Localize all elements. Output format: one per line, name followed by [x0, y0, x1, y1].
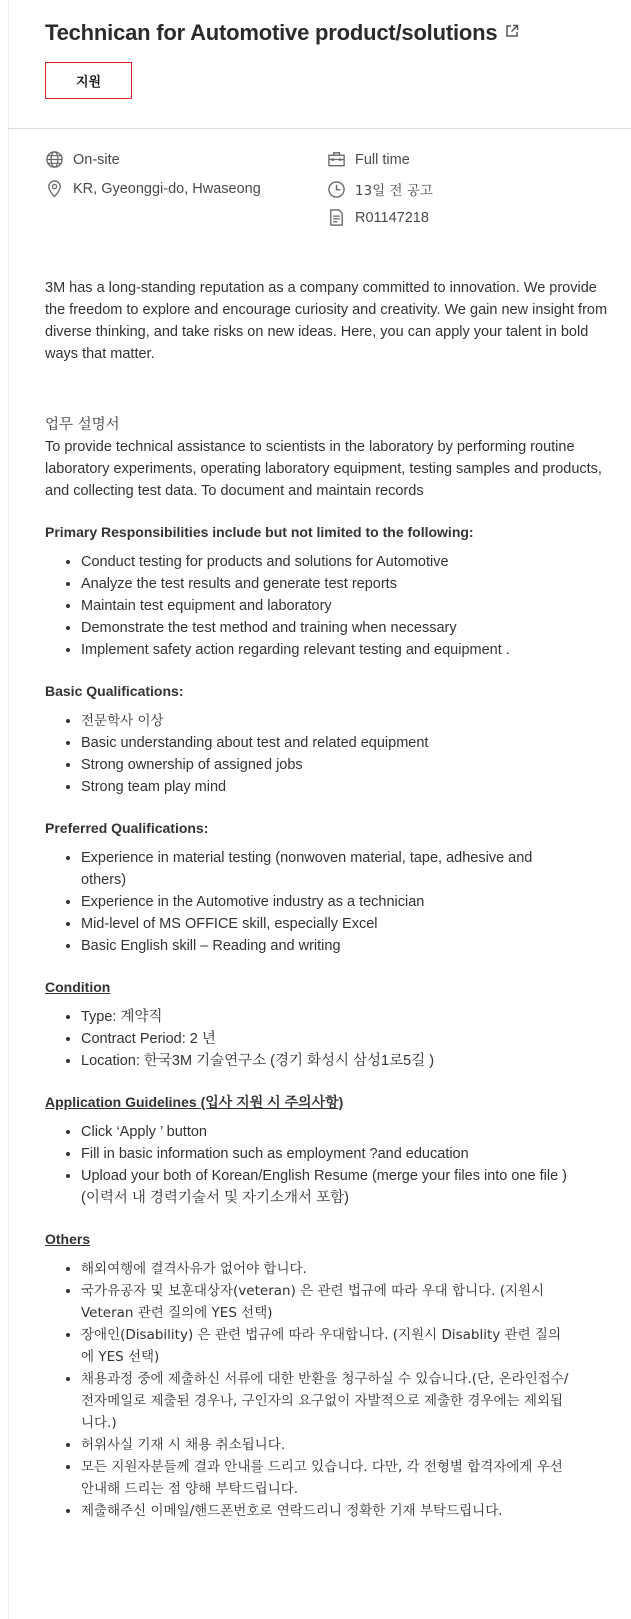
primary-section — [45, 521, 610, 661]
list-item: • Maintain test equipment and laboratory — [81, 595, 610, 617]
list-item: • Basic English skill – Reading and writing — [81, 935, 610, 957]
list-item: • Type: 계약직 — [81, 1006, 610, 1028]
list-item: • Location: 한국3M 기술연구소 (경기 화성시 삼성1로5길 ) — [81, 1050, 610, 1072]
list-item: • Upload your both of Korean/English Resume (merge your files into one file )(이력서 내 경력기술서 및 자기소개서 포함) — [81, 1165, 610, 1209]
globe-icon — [45, 150, 73, 169]
others-title: Others — [45, 1231, 91, 1247]
list-item: • 국가유공자 및 보훈대상자(veteran) 은 관련 법규에 따라 우대 합니다. (지원시 Veteran 관련 질의에 YES 선택) — [81, 1280, 610, 1324]
primary-list — [45, 551, 610, 661]
list-item: • Analyze the test results and generate test reports — [81, 573, 610, 595]
basic-title: Basic Qualifications: — [45, 683, 184, 699]
list-item: • Strong ownership of assigned jobs — [81, 754, 610, 776]
others-list — [45, 1258, 610, 1522]
header-divider — [8, 128, 631, 129]
list-item: • Implement safety action regarding relevant testing and equipment . — [81, 639, 610, 661]
list-item: • Experience in material testing (nonwoven material, tape, adhesive and others) — [81, 847, 610, 891]
list-item: • Contract Period: 2 년 — [81, 1028, 610, 1050]
meta-requisition-id — [327, 208, 429, 227]
list-item: • 제출해주신 이메일/핸드폰번호로 연락드리니 정확한 기재 부탁드립니다. — [81, 1500, 610, 1522]
meta-location-text: KR, Gyeonggi-do, Hwaseong — [73, 180, 261, 197]
list-item: • Strong team play mind — [81, 776, 610, 798]
condition-list — [45, 1006, 610, 1072]
basic-list — [45, 710, 610, 798]
clock-icon — [327, 180, 355, 199]
meta-employment-type-text: Full time — [355, 151, 410, 168]
guidelines-section — [45, 1091, 610, 1209]
intro-paragraph: 3M has a long-standing reputation as a company committed to innovation. We provide the freedom to explore and encourage curiosity and creativity. We gain new insight from diverse thinking, and take risks on new ideas. Here, you can apply your talent in bold ways that matter. — [45, 280, 608, 362]
guidelines-list — [45, 1121, 610, 1209]
preferred-title: Preferred Qualifications: — [45, 820, 209, 836]
primary-title: Primary Responsibilities include but not limited to the following: — [45, 524, 474, 540]
list-item: • Basic understanding about test and related equipment — [81, 732, 610, 754]
description-summary: To provide technical assistance to scientists in the laboratory by performing routine laboratory experiments, operating laboratory equipment, testing samples and products, and collecting test data. To document and maintain records — [45, 439, 602, 499]
location-pin-icon — [45, 179, 73, 198]
meta-workplace — [45, 150, 120, 169]
list-item: • 모든 지원자분들께 결과 안내를 드리고 있습니다. 다만, 각 전형별 합격자에게 우선 안내해 드리는 점 양해 부탁드립니다. — [81, 1456, 610, 1500]
list-item: • 전문학사 이상 — [81, 710, 610, 732]
list-item: • 채용과정 중에 제출하신 서류에 대한 반환을 청구하실 수 있습니다.(단, 온라인접수/전자메일로 제출된 경우나, 구인자의 요구없이 자발적으로 제출한 경우에는 제외됩니다.) — [81, 1368, 610, 1434]
job-description — [45, 277, 610, 1522]
external-link-icon[interactable] — [505, 18, 519, 44]
description-heading: 업무 설명서 — [45, 417, 120, 433]
meta-requisition-id-text: R01147218 — [355, 209, 429, 226]
job-title — [45, 18, 519, 46]
apply-button[interactable]: 지원 — [45, 62, 132, 99]
list-item: • 해외여행에 결격사유가 없어야 합니다. — [81, 1258, 610, 1280]
list-item: • Demonstrate the test method and training when necessary — [81, 617, 610, 639]
job-title-text: Technican for Automotive product/solutions — [45, 20, 498, 45]
document-icon — [327, 208, 355, 227]
list-item: • Fill in basic information such as employment ?and education — [81, 1143, 610, 1165]
briefcase-icon — [327, 150, 355, 169]
meta-posted — [327, 179, 433, 199]
list-item: • Click ‘Apply ’ button — [81, 1121, 610, 1143]
condition-section — [45, 976, 610, 1072]
meta-employment-type — [327, 150, 410, 169]
condition-title: Condition — [45, 979, 111, 995]
meta-location — [45, 179, 261, 198]
list-item: • 허위사실 기재 시 채용 취소됩니다. — [81, 1434, 610, 1456]
basic-section — [45, 680, 610, 798]
list-item: • Mid-level of MS OFFICE skill, especially Excel — [81, 913, 610, 935]
meta-posted-text: 13일 전 공고 — [355, 183, 433, 199]
meta-workplace-text: On-site — [73, 151, 120, 168]
left-border — [8, 0, 9, 1619]
preferred-section — [45, 817, 610, 957]
preferred-list — [45, 847, 610, 957]
others-section — [45, 1228, 610, 1522]
list-item: • 장애인(Disability) 은 관련 법규에 따라 우대합니다. (지원시 Disablity 관련 질의에 YES 선택) — [81, 1324, 610, 1368]
list-item: • Experience in the Automotive industry as a technician — [81, 891, 610, 913]
guidelines-title: Application Guidelines (입사 지원 시 주의사항) — [45, 1094, 344, 1110]
list-item: • Conduct testing for products and solutions for Automotive — [81, 551, 610, 573]
